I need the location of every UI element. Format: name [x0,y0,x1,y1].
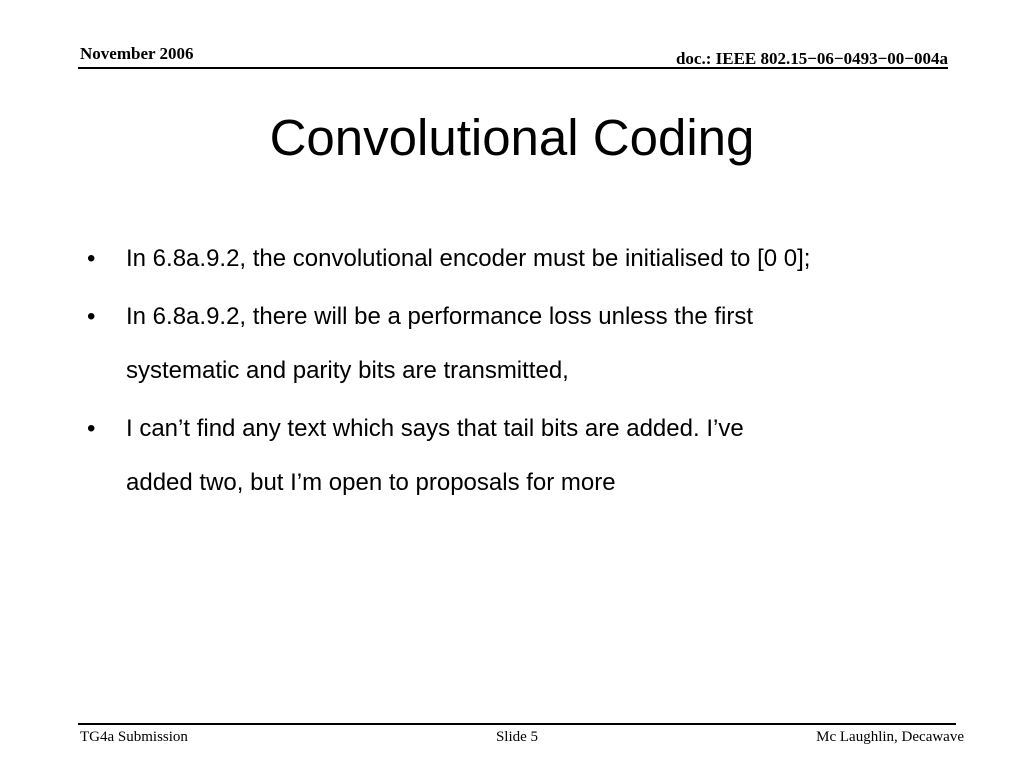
footer-author: Mc Laughlin, Decawave [816,729,964,745]
slide-title: Convolutional Coding [269,109,755,166]
bullet-item [82,410,962,502]
footer-submission: TG4a Submission [80,729,188,745]
footer-divider [78,723,956,725]
bullet-list [82,240,962,522]
bullet-text: In 6.8a.9.2, the convolutional encoder must be initialised to [0 0]; [126,245,811,272]
bullet-text-continued: systematic and parity bits are transmitted, [126,357,569,384]
bullet-dot: • [87,415,96,442]
bullet-item [82,298,962,390]
bullet-dot: • [87,245,96,272]
bullet-dot: • [87,303,96,330]
header-date: November 2006 [80,44,194,63]
header-document-id: doc.: IEEE 802.15−06−0493−00−004a [675,49,948,68]
bullet-item [82,240,962,278]
bullet-text-continued: added two, but I’m open to proposals for more [126,469,616,496]
footer-slide-number: Slide 5 [495,729,539,745]
bullet-text: In 6.8a.9.2, there will be a performance loss unless the first [126,303,753,330]
header-divider [78,67,948,69]
bullet-text: I can’t find any text which says that tail bits are added. I’ve [126,415,744,442]
